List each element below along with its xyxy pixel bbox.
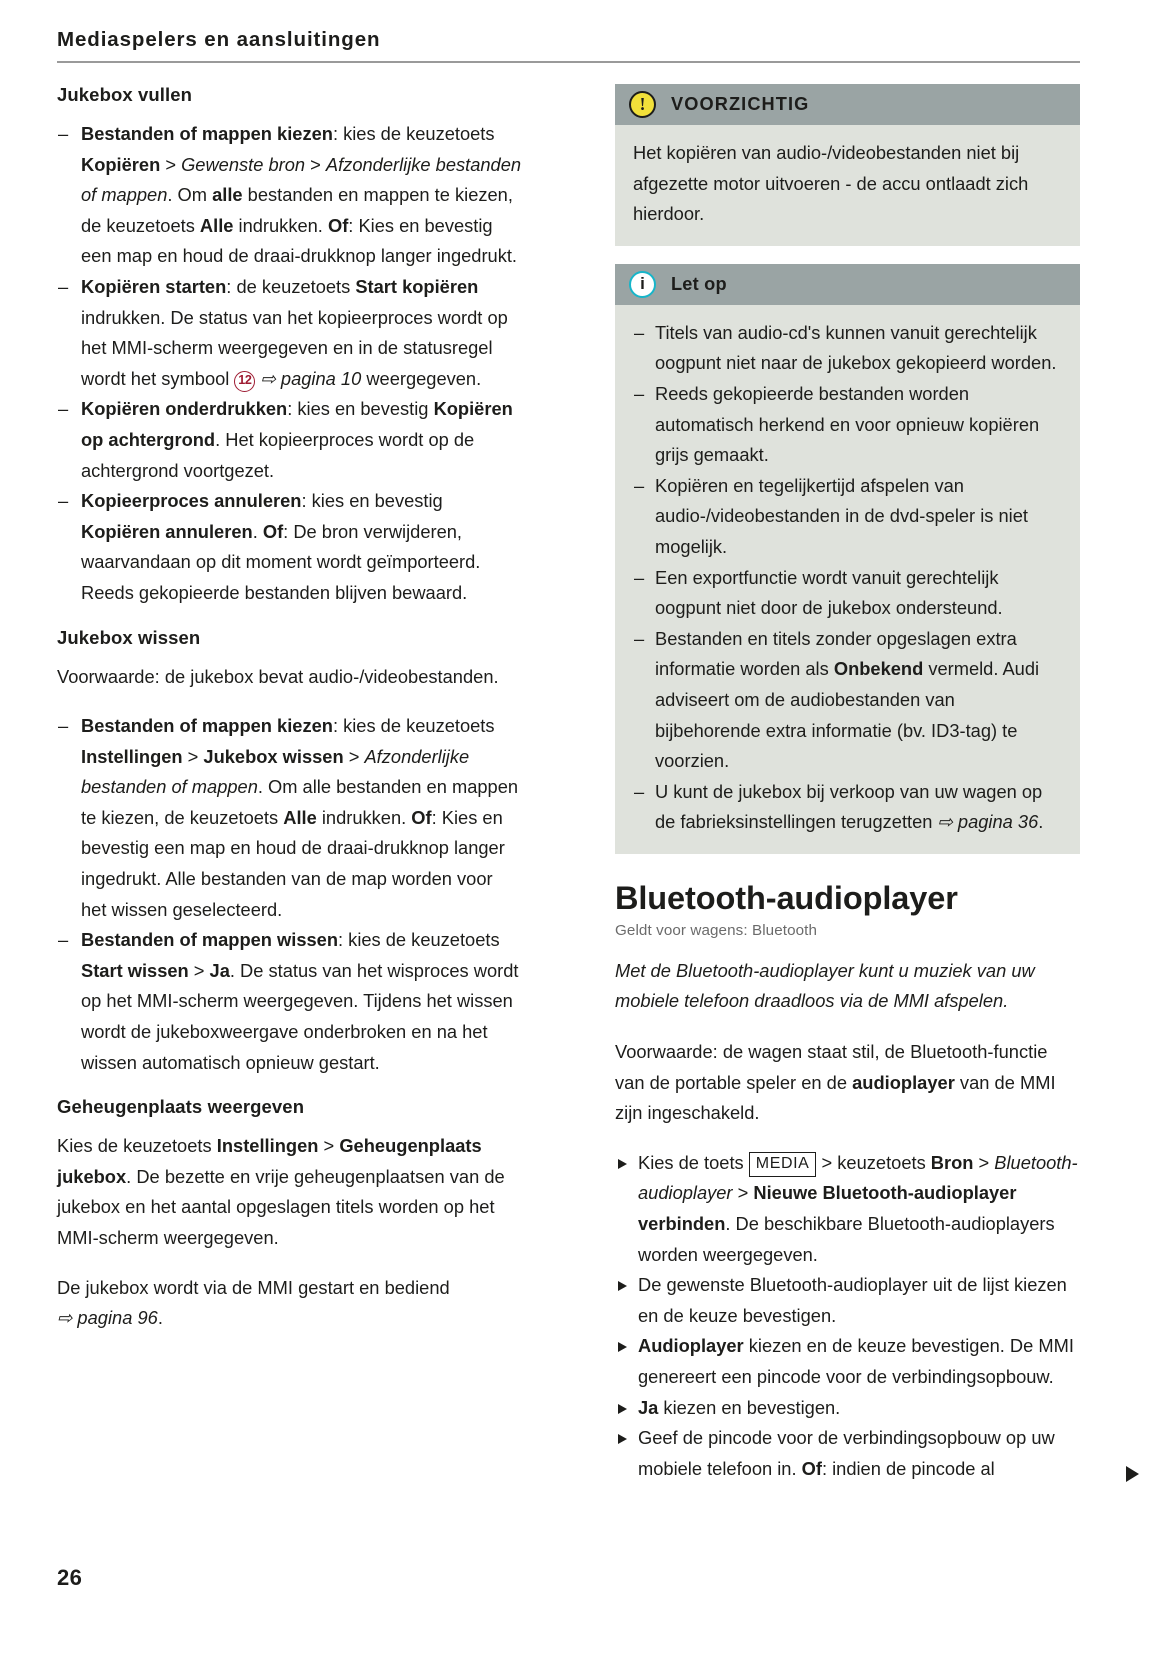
list-item: – Bestanden of mappen kiezen: kies de keuzetoets Instellingen > Jukebox wissen > Afzonderlijke bestanden of mappen. Om alle bestanden en mappen te kiezen, de keuzetoets Alle indrukken. Of: Kies en bevestig een map en houd de draai-drukknop langer ingedrukt. Alle bestanden van de map worden voor het wissen geselecteerd. — [57, 711, 523, 925]
list-item: – Kopiëren starten: de keuzetoets Start kopiëren indrukken. De status van het kopieerproces wordt op het MMI-scherm weergegeven en in de statusregel wordt het symbool 12 ⇨ pagina 10 weergegeven. — [57, 272, 523, 394]
list-item: Audioplayer kiezen en de keuze bevestigen. De MMI genereert een pincode voor de verbindingsopbouw. — [615, 1331, 1080, 1392]
applies-to-note: Geldt voor wagens: Bluetooth — [615, 921, 818, 939]
hardkey-media-label: MEDIA — [749, 1152, 817, 1177]
caution-box-body — [615, 125, 1080, 246]
heading-geheugenplaats-weergeven: Geheugenplaats weergeven — [57, 1096, 305, 1118]
caution-box — [615, 84, 1080, 246]
list-jukebox-wissen — [57, 711, 523, 1078]
note-box — [615, 264, 1080, 854]
continuation-arrow-icon — [1126, 1466, 1139, 1482]
list-item: – Kopieerproces annuleren: kies en bevestig Kopiëren annuleren. Of: De bron verwijderen, waarvandaan op dit moment wordt geïmporteerd. Reeds gekopieerde bestanden blijven bewaard. — [57, 486, 523, 608]
note-box-list — [633, 318, 1062, 838]
left-column — [57, 84, 523, 1484]
caution-box-header — [615, 84, 1080, 125]
warning-exclamation-icon — [629, 91, 656, 118]
heading-jukebox-wissen: Jukebox wissen — [57, 626, 201, 648]
right-column — [615, 84, 1080, 1484]
info-circle-icon — [629, 271, 656, 298]
running-head-title: Mediaspelers en aansluitingen — [57, 28, 381, 51]
list-item: – Titels van audio-cd's kunnen vanuit gerechtelijk oogpunt niet naar de jukebox gekopieerd worden. — [633, 318, 1062, 379]
paragraph-voorwaarde-jukebox: Voorwaarde: de jukebox bevat audio-/videobestanden. — [57, 665, 499, 687]
list-item: De gewenste Bluetooth-audioplayer uit de lijst kiezen en de keuze bevestigen. — [615, 1270, 1080, 1331]
content-columns — [57, 84, 1080, 1484]
note-box-header — [615, 264, 1080, 305]
intro-paragraph: Met de Bluetooth-audioplayer kunt u muziek van uw mobiele telefoon draadloos via de MMI afspelen. — [615, 959, 1035, 1012]
list-item: Kies de toets MEDIA > keuzetoets Bron > Bluetooth-audioplayer > Nieuwe Bluetooth-audioplayer verbinden. De beschikbare Bluetooth-audioplayers worden weergegeven. — [615, 1148, 1080, 1270]
running-head — [57, 28, 1080, 63]
list-item: Geef de pincode voor de verbindingsopbouw op uw mobiele telefoon in. Of: indien de pincode al — [615, 1423, 1080, 1484]
list-item: – Bestanden en titels zonder opgeslagen extra informatie worden als Onbekend vermeld. Audi adviseert om de audiobestanden van bijbehorende extra informatie (bv. ID3-tag) te voorzien. — [633, 624, 1062, 777]
list-item: – Kopiëren onderdrukken: kies en bevestig Kopiëren op achtergrond. Het kopieerproces wordt op de achtergrond voortgezet. — [57, 394, 523, 486]
header-divider — [57, 61, 1080, 63]
list-jukebox-vullen — [57, 119, 523, 609]
caution-box-text: Het kopiëren van audio-/videobestanden niet bij afgezette motor uitvoeren - de accu ontlaadt zich hierdoor. — [633, 142, 1029, 225]
steps-list-bluetooth — [615, 1148, 1080, 1485]
list-item: – Kopiëren en tegelijkertijd afspelen van audio-/videobestanden in de dvd-speler is niet mogelijk. — [633, 471, 1062, 563]
paragraph-jukebox-mmi: De jukebox wordt via de MMI gestart en bediend ⇨ pagina 96. — [57, 1276, 450, 1329]
section-title-bluetooth-audioplayer: Bluetooth-audioplayer — [615, 879, 958, 916]
note-box-title: Let op — [671, 273, 727, 294]
list-item: – Bestanden of mappen kiezen: kies de keuzetoets Kopiëren > Gewenste bron > Afzonderlijke bestanden of mappen. Om alle bestanden en mappen te kiezen, de keuzetoets Alle indrukken. Of: Kies en bevestig een map en houd de draai-drukknop langer ingedrukt. — [57, 119, 523, 272]
caution-box-title: VOORZICHTIG — [671, 94, 810, 114]
paragraph-geheugenplaats: Kies de keuzetoets Instellingen > Geheugenplaats jukebox. De bezette en vrije geheugenplaatsen van de jukebox en het aantal opgeslagen titels worden op het MMI-scherm weergegeven. — [57, 1135, 505, 1248]
note-box-body — [615, 305, 1080, 854]
precondition-paragraph: Voorwaarde: de wagen staat stil, de Bluetooth-functie van de portable speler en de audioplayer van de MMI zijn ingeschakeld. — [615, 1041, 1056, 1124]
page-number: 26 — [57, 1565, 83, 1590]
circled-reference-number: 12 — [234, 371, 255, 392]
list-item: – Een exportfunctie wordt vanuit gerechtelijk oogpunt niet door de jukebox ondersteund. — [633, 563, 1062, 624]
list-item: – Reeds gekopieerde bestanden worden automatisch herkend en voor opnieuw kopiëren grijs gemaakt. — [633, 379, 1062, 471]
list-item: – U kunt de jukebox bij verkoop van uw wagen op de fabrieksinstellingen terugzetten ⇨ pagina 36. — [633, 777, 1062, 838]
heading-jukebox-vullen: Jukebox vullen — [57, 84, 193, 105]
list-item: Ja kiezen en bevestigen. — [615, 1393, 1080, 1424]
list-item: – Bestanden of mappen wissen: kies de keuzetoets Start wissen > Ja. De status van het wisproces wordt op het MMI-scherm weergegeven. Tijdens het wissen wordt de jukeboxweergave onderbroken en na het wissen automatisch opnieuw gestart. — [57, 925, 523, 1078]
